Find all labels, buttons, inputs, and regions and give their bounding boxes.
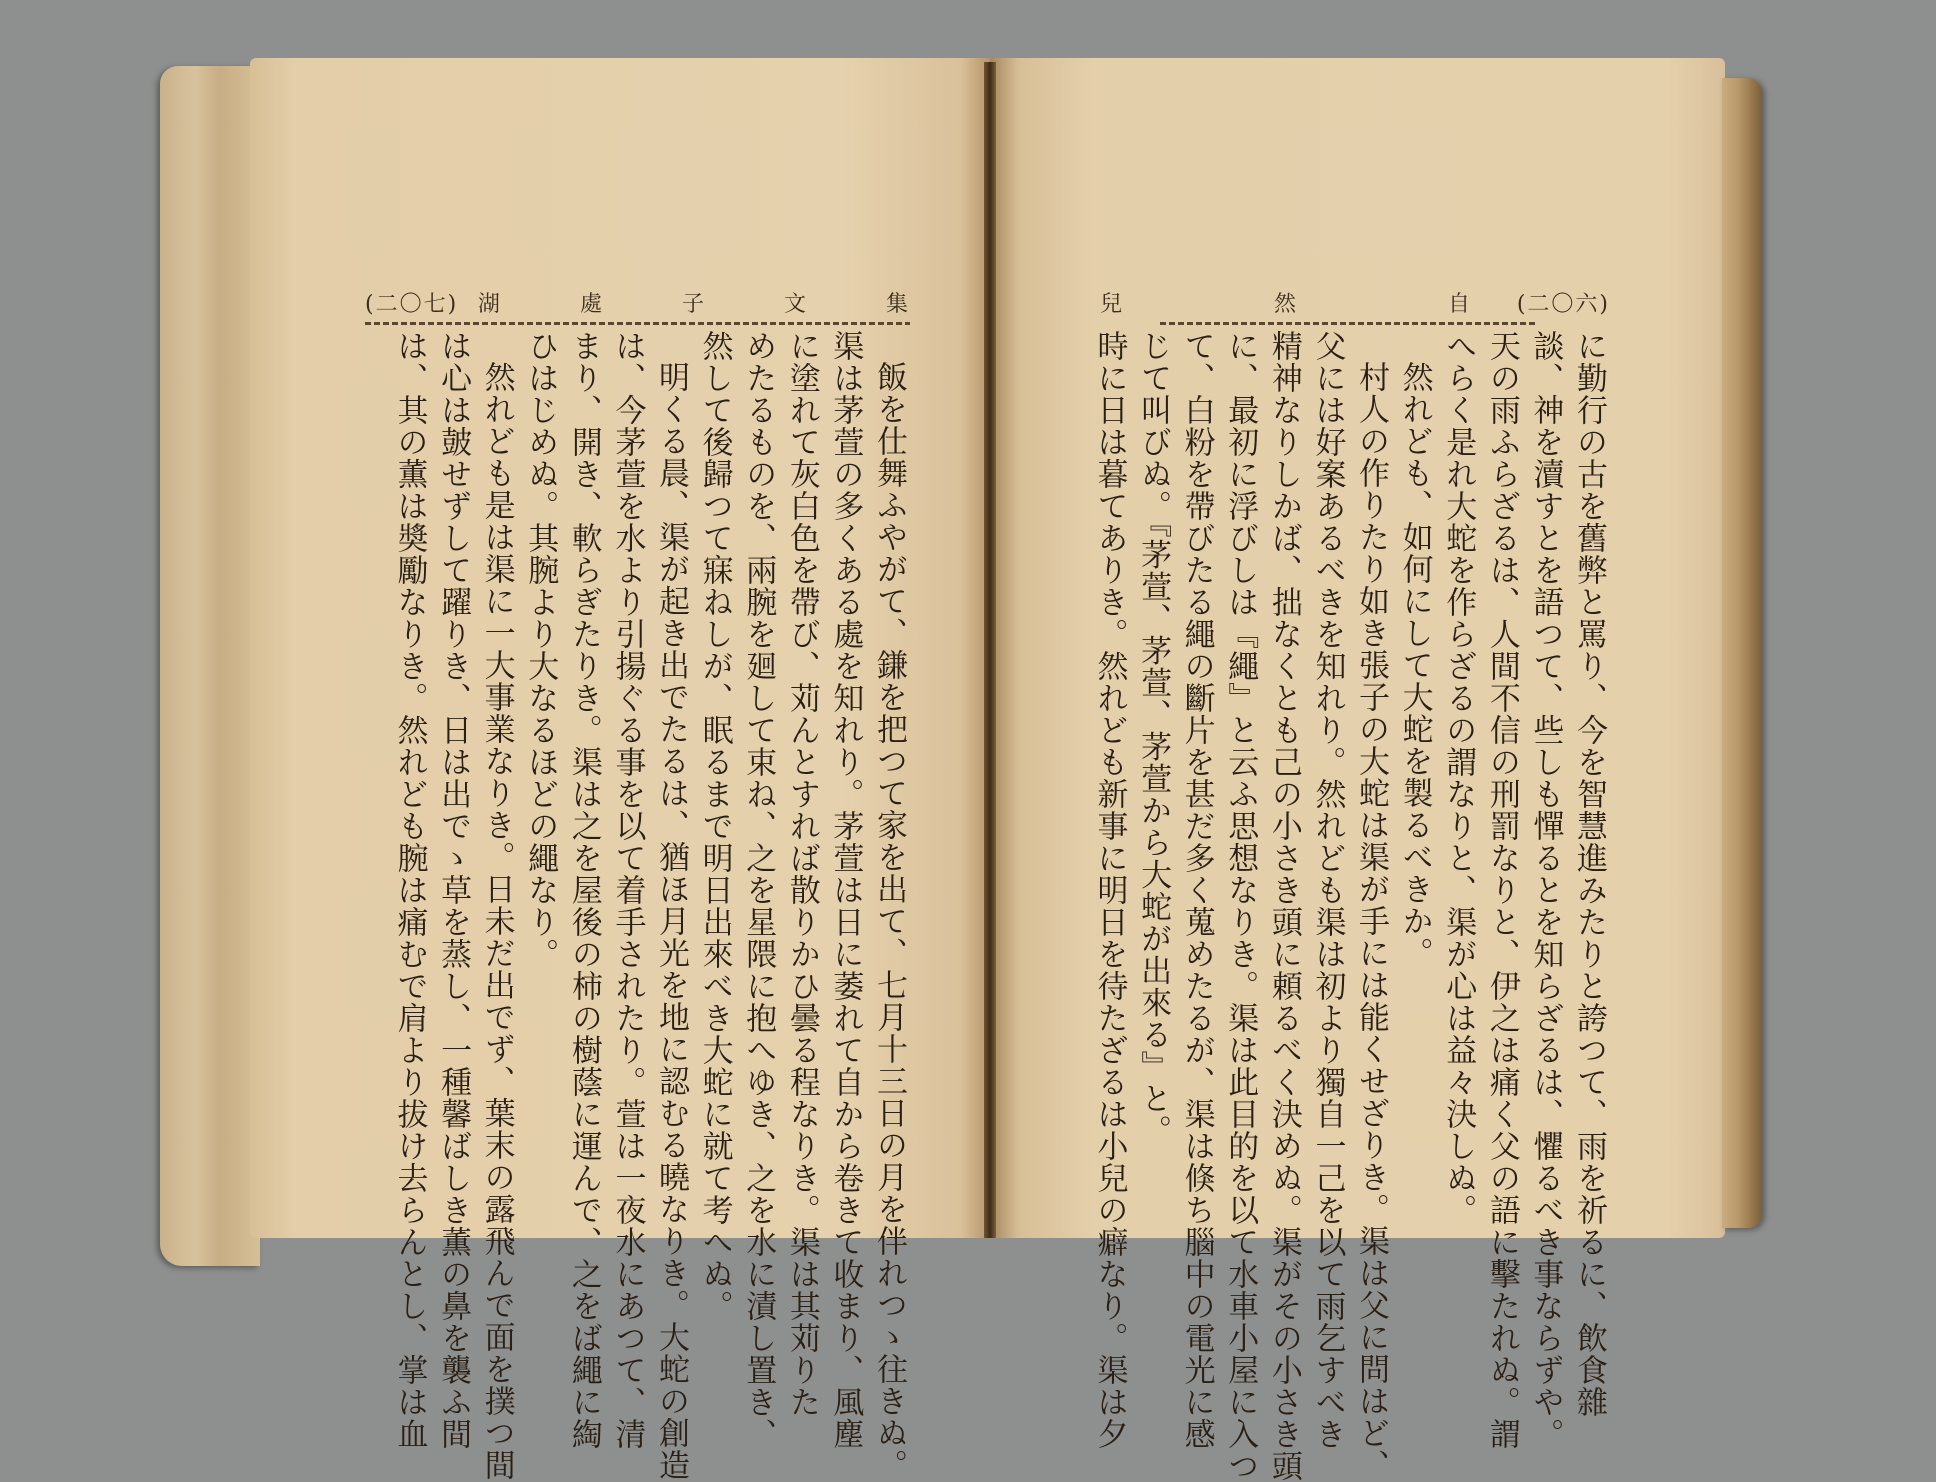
- text-line: 渠は茅萱の多くある處を知れり。茅萱は日に萎れて自から卷きて收まり、風塵: [827, 330, 864, 1450]
- text-line: は心は皷せずして躍りき、日は出でゝ草を蒸し、一種馨ばしき薫の鼻を襲ふ間: [435, 330, 472, 1450]
- right-title-char: 自: [1448, 291, 1473, 317]
- text-line: 精神なりしかば、拙なくとも己の小さき頭に頼るべく決めぬ。渠がその小さき頭: [1265, 330, 1302, 1482]
- text-line: 飯を仕舞ふやがて、鎌を把つて家を出て、七月十三日の月を伴れつゝ往きぬ。: [871, 361, 907, 1481]
- left-title-char: 文: [783, 291, 808, 317]
- text-line: は、其の薫は奬勵なりき。然れども腕は痛むで肩より拔け去らんとし、掌は血: [391, 330, 428, 1450]
- left-header-rule: [365, 322, 910, 325]
- text-line: まり、開き、軟らぎたりき。渠は之を屋後の柿の樹蔭に運んで、之をば繩に綯: [565, 330, 602, 1450]
- text-line: 父には好案あるべきを知れり。然れども渠は初より獨自一己を以て雨乞すべき: [1309, 330, 1346, 1450]
- text-line: て、白粉を帶びたる繩の斷片を甚だ多く蒐めたるが、渠は倏ち腦中の電光に感: [1178, 330, 1215, 1450]
- text-line: 村人の作りたり如き張子の大蛇は渠が手には能くせざりき。渠は父に問はど、: [1353, 361, 1390, 1481]
- left-title-char: 湖: [477, 291, 502, 317]
- text-line: めたるものを、兩腕を廻して束ね、之を星隈に抱へゆき、之を水に漬し置き、: [740, 330, 777, 1450]
- book-spine: [984, 62, 996, 1238]
- left-title-char: 子: [681, 291, 706, 317]
- left-page-stack-edge: [160, 66, 260, 1266]
- left-title-char: 集: [885, 291, 910, 317]
- left-page-body: [365, 330, 910, 1481]
- text-line: へらく是れ大蛇を作らざるの謂なりと、渠が心は益々決しぬ。: [1440, 330, 1477, 1226]
- text-line: 明くる晨、渠が起き出でたるは、猶ほ月光を地に認むる曉なりき。大蛇の創造: [653, 361, 690, 1481]
- left-title-char: 處: [579, 291, 604, 317]
- right-page-header: [1100, 285, 1610, 319]
- text-line: 談、神を瀆すとを語つて、些しも憚るとを知らざるは、懼るべき事ならずや。: [1527, 330, 1564, 1450]
- text-line: 然れども、如何にして大蛇を製るべきか。: [1396, 361, 1433, 969]
- text-line: 然れども是は渠に一大事業なりき。日未だ出でず、葉末の露飛んで面を撲つ間: [478, 361, 515, 1481]
- text-line: じて叫びぬ。『茅萱、茅萱、茅萱から大蛇が出來る』と。: [1135, 330, 1172, 1147]
- text-line: ひはじめぬ。其腕より大なるほどの繩なり。: [522, 330, 559, 970]
- text-line: 然して後歸つて寐ねしが、眠るまで明日出來べき大蛇に就て考へぬ。: [696, 330, 733, 1322]
- text-line: は、今茅萱を水より引揚ぐる事を以て着手されたり。萱は一夜水にあつて、清: [609, 330, 646, 1450]
- right-page-stack-edge: [1722, 78, 1762, 1228]
- text-line: 天の雨ふらざるは、人間不信の刑罰なりと、伊之は痛く父の語に擊たれぬ。謂: [1483, 330, 1520, 1450]
- right-running-title: [1100, 287, 1472, 318]
- right-title-char: 兒: [1100, 291, 1125, 317]
- text-line: に勤行の古を舊弊と罵り、今を智慧進みたりと誇つて、雨を祈るに、飲食雜: [1571, 330, 1607, 1418]
- text-line: 時に日は暮てありき。然れども新事に明日を待たざるは小兒の癖なり。渠は夕: [1091, 330, 1128, 1450]
- text-line: に、最初に浮びしは『繩』と云ふ思想なりき。渠は此目的を以て水車小屋に入つ: [1222, 330, 1259, 1482]
- left-page-header: [365, 285, 910, 319]
- right-header-rule: [1160, 322, 1535, 325]
- left-page-number: (二〇七): [365, 291, 459, 317]
- right-page-number: (二〇六): [1516, 291, 1610, 317]
- left-running-title: [478, 287, 910, 318]
- right-page-body: [1030, 330, 1610, 1482]
- right-title-char: 然: [1274, 291, 1299, 317]
- text-line: に塗れて灰白色を帶び、苅んとすれば散りかひ曇る程なりき。渠は其苅りた: [783, 330, 820, 1418]
